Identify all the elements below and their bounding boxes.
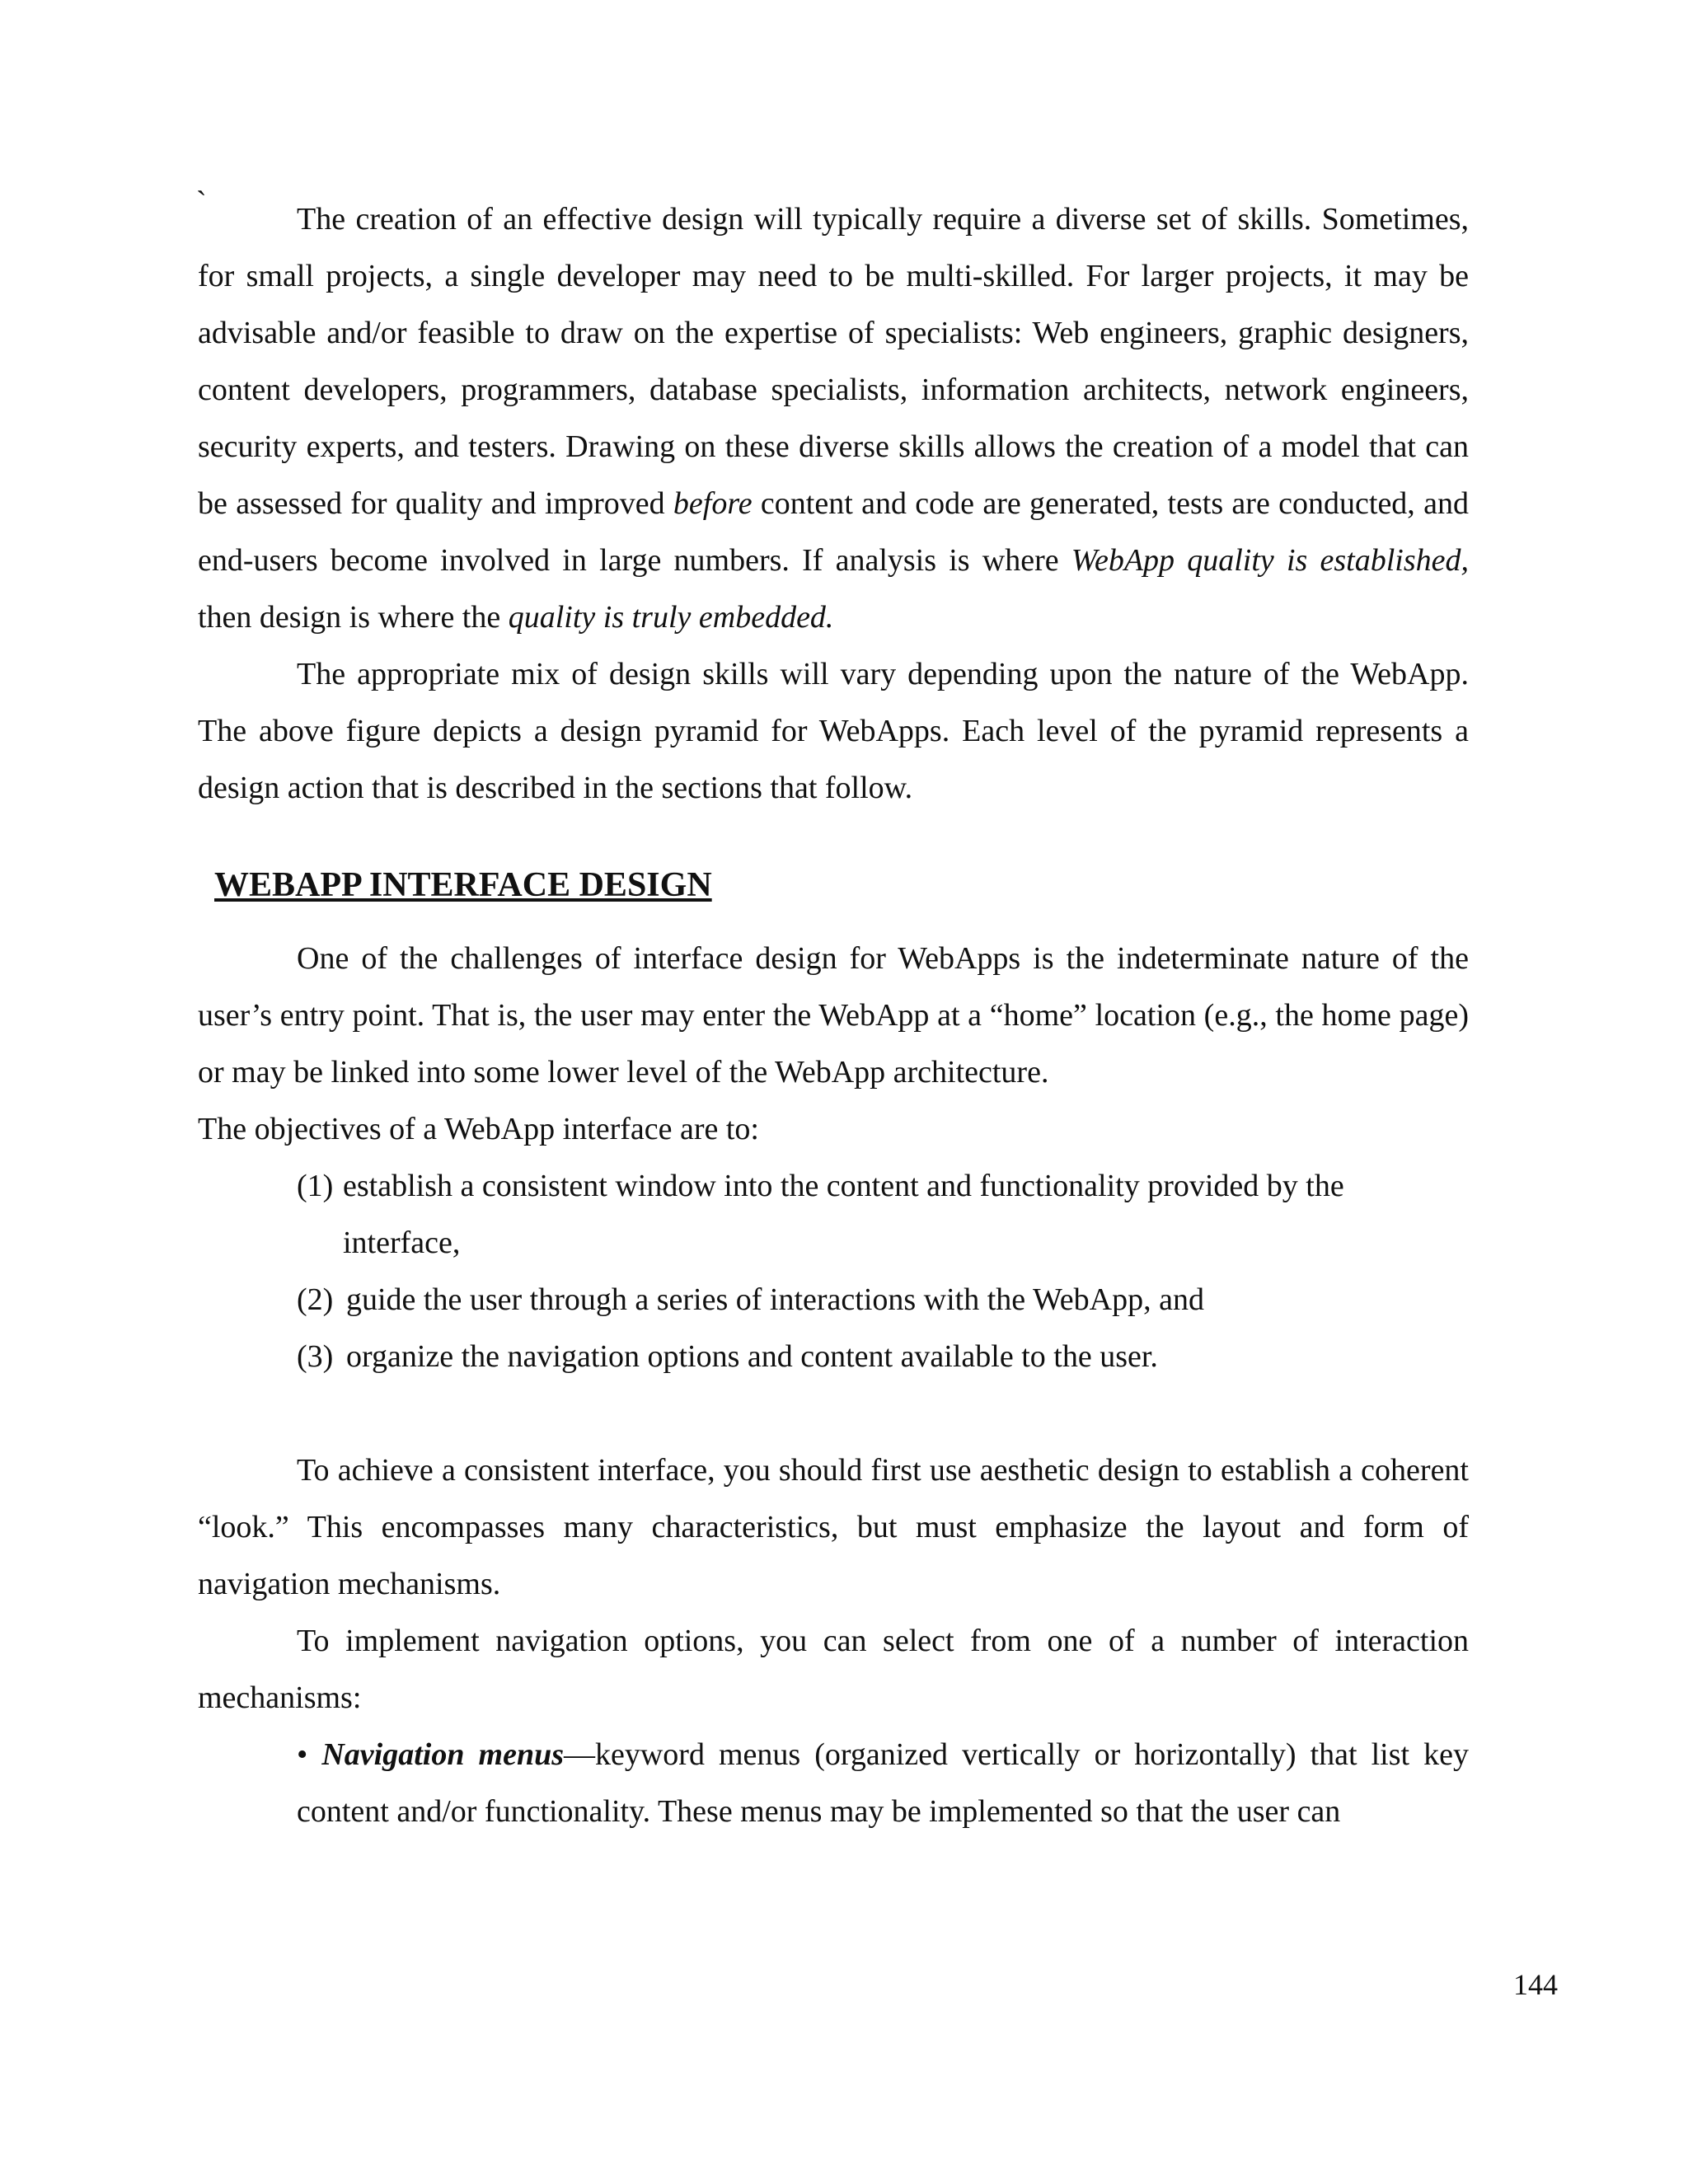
para1-text-2: content and code are generated, tests are conducted, and end-users become involved in large numbers. If analysis is where (198, 486, 1469, 578)
para1-italic-quality-established: WebApp quality is established, (1071, 543, 1469, 578)
list-item (198, 1329, 1469, 1385)
list-item-number: (3) (297, 1339, 334, 1374)
para1-italic-before: before (673, 486, 753, 521)
list-item-text: establish a consistent window into the content and functionality provided by the interface, (343, 1169, 1344, 1260)
list-item-text: guide the user through a series of interactions with the WebApp, and (346, 1282, 1204, 1317)
bullet-text: —keyword menus (organized vertically or horizontally) that list key content and/or functionality. These menus may be implemented so that the user can (297, 1737, 1469, 1829)
list-item-number: (2) (297, 1282, 334, 1317)
bullet-mark: • (297, 1737, 308, 1772)
paragraph-design-skills (198, 191, 1469, 646)
list-item-number: (1) (297, 1169, 334, 1203)
section-heading: WEBAPP INTERFACE DESIGN (214, 866, 712, 904)
paragraph-design-pyramid: The appropriate mix of design skills will vary depending upon the nature of the WebApp. The above figure depicts a design pyramid for WebApps. Each level of the pyramid represents a design action that is described in the sections that follow. (198, 657, 1469, 805)
list-item-text: organize the navigation options and content available to the user. (346, 1339, 1158, 1374)
objectives-list (198, 1158, 1469, 1385)
objectives-intro: The objectives of a WebApp interface are to: (198, 1112, 759, 1146)
paragraph-consistent-interface: To achieve a consistent interface, you should first use aesthetic design to establish a coherent “look.” This encompasses many characteristics, but must emphasize the layout and form of navigation mechanisms. (198, 1453, 1469, 1601)
paragraph-navigation-options: To implement navigation options, you can select from one of a number of interaction mechanisms: (198, 1624, 1469, 1715)
bullet-navigation-menus (198, 1727, 1469, 1840)
bullet-term: Navigation menus (321, 1737, 564, 1772)
spacer (198, 1385, 1469, 1442)
para1-italic-quality-embedded: quality is truly embedded. (508, 600, 834, 635)
stray-backtick: ` (196, 185, 207, 220)
para1-text-3: then design is where the (198, 600, 509, 635)
list-item (198, 1272, 1469, 1329)
para1-text-1: The creation of an effective design will typically require a diverse set of skills. Sometimes, for small projects, a single developer may need to be multi-skilled. For larger projects, it may be advisable and/or feasible to draw on the expertise of specialists: Web engineers, graphic designers, content developers, programmers, database specialists, information architects, network engineers, security experts, and testers. Drawing on these diverse skills allows the creation of a model that can be assessed for quality and improved (198, 202, 1469, 521)
list-item (198, 1158, 1469, 1272)
paragraph-entry-point: One of the challenges of interface design for WebApps is the indeterminate nature of the user’s entry point. That is, the user may enter the WebApp at a “home” location (e.g., the home page) or may be linked into some lower level of the WebApp architecture. (198, 941, 1469, 1090)
page-number: 144 (1513, 1968, 1558, 2001)
body-content (198, 191, 1469, 1840)
